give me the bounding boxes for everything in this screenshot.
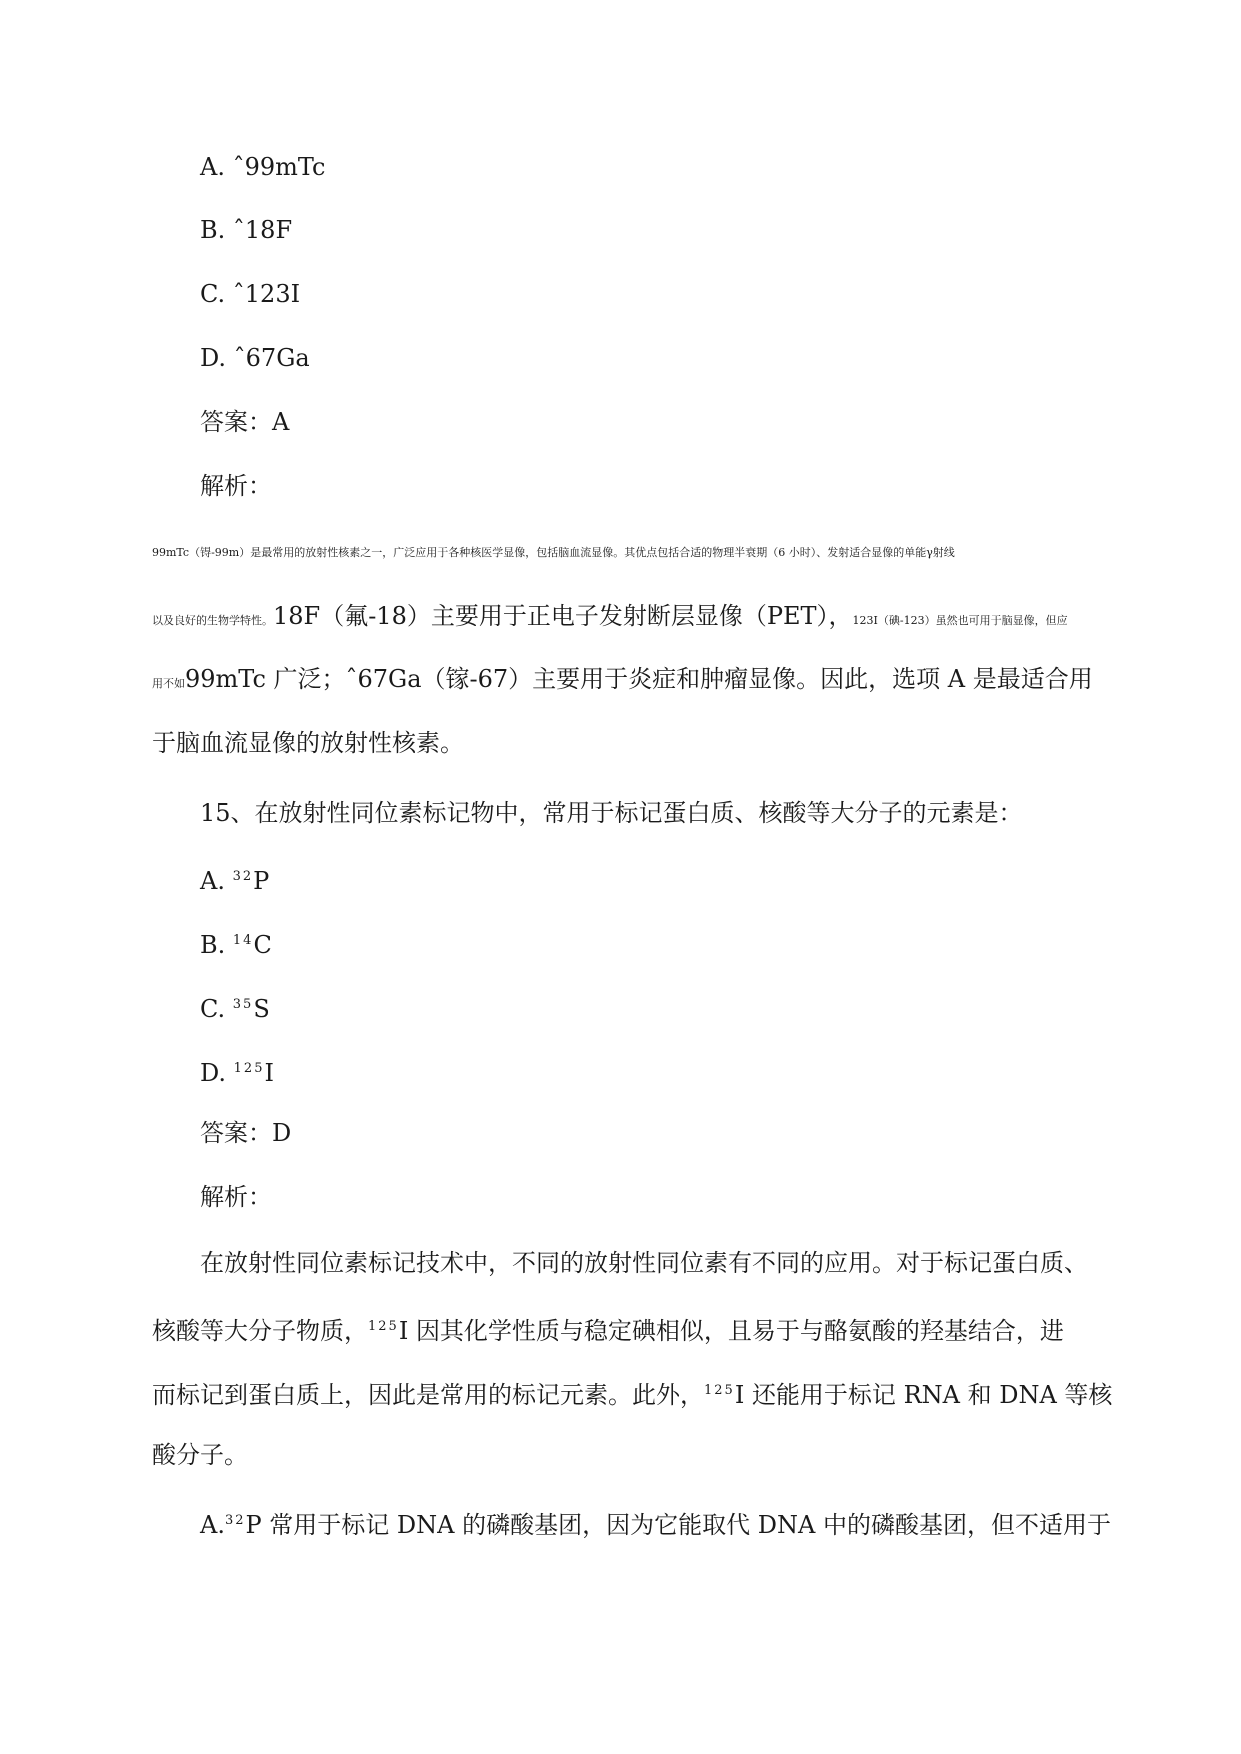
option-b-label: B. [200,216,226,244]
option-a-label: A. [200,153,225,181]
q15-option-b-label: B. [200,931,226,959]
analysis-q14-line2-c: 123I（碘-123）虽然也可用于脑显像，但应 [852,614,1068,627]
analysis-q15-p1-line3-b: I 还能用于标记 RNA 和 DNA 等核 [734,1381,1113,1409]
analysis-q14-line2 [152,601,1087,636]
analysis-q14-line3-a: 用不如 [152,677,185,690]
q15-option-a-mass: 32 [232,869,254,884]
analysis-q15-p1-line1: 在放射性同位素标记技术中，不同的放射性同位素有不同的应用。对于标记蛋白质、 [200,1249,1088,1277]
answer-q14: 答案：A [200,408,290,436]
q15-option-c [200,990,270,1024]
question-15: 15、在放射性同位素标记物中，常用于标记蛋白质、核酸等大分子的元素是： [200,799,1023,827]
analysis-q15-p1-line2-b: I 因其化学性质与稳定碘相似，且易于与酪氨酸的羟基结合，进 [398,1317,1064,1345]
analysis-q15-p1-line2-a: 核酸等大分子物质， [152,1317,368,1345]
q15-option-d-element: I [264,1059,274,1087]
q15-option-d-label: D. [200,1059,227,1087]
option-b [200,215,292,245]
option-d-text: ˆ67Ga [233,344,310,372]
analysis-q14-line4: 于脑血流显像的放射性核素。 [152,729,464,757]
option-b-text: ˆ18F [232,216,293,244]
analysis-q14-line1: 99mTc（锝-99m）是最常用的放射性核素之一，广泛应用于各种核医学显像，包括脑血流显像。其优点包括合适的物理半衰期（6 小时）、发射适合显像的单能γ射线 [152,546,955,559]
option-a-text: ˆ99mTc [232,153,326,181]
analysis-q14-line2-b: 18F（氟-18）主要用于正电子发射断层显像（PET）， [273,602,853,630]
analysis-q15-p1-line3-mass: 125 [704,1383,735,1398]
analysis-q15-p1-line2-mass: 125 [368,1319,399,1334]
analysis-q15-p2 [200,1506,1111,1540]
q15-option-b-mass: 14 [232,933,254,948]
analysis-q14-line2-a: 以及良好的生物学特性。 [152,614,273,627]
analysis-q15-p1-line3-a: 而标记到蛋白质上，因此是常用的标记元素。此外， [152,1381,704,1409]
analysis-label-q14: 解析： [200,472,272,500]
analysis-label-q15: 解析： [200,1183,272,1211]
option-c [200,279,300,309]
answer-q15: 答案：D [200,1119,292,1147]
option-a [200,152,326,182]
analysis-q15-p1-line3 [152,1376,1113,1410]
q15-option-c-label: C. [200,995,226,1023]
analysis-q15-p2-text: P 常用于标记 DNA 的磷酸基团，因为它能取代 DNA 中的磷酸基团，但不适用于 [245,1511,1111,1539]
option-c-text: ˆ123I [232,280,301,308]
q15-option-b [200,926,272,960]
q15-option-d [200,1054,274,1088]
option-c-label: C. [200,280,226,308]
analysis-q15-p2-mass: 32 [224,1513,246,1528]
analysis-q14-line3 [152,664,1093,699]
q15-option-d-mass: 125 [233,1061,265,1076]
analysis-q14-line3-b: 99mTc 广泛；ˆ67Ga（镓-67）主要用于炎症和肿瘤显像。因此，选项 A 是最适合用 [185,665,1093,693]
q15-option-a-label: A. [200,867,225,895]
q15-option-c-element: S [253,995,270,1023]
option-d [200,343,310,373]
analysis-q15-p2-label: A. [200,1511,225,1539]
option-d-label: D. [200,344,227,372]
analysis-q15-p1-line4: 酸分子。 [152,1441,248,1469]
q15-option-a-element: P [253,867,270,895]
q15-option-c-mass: 35 [232,997,254,1012]
q15-option-a [200,862,269,896]
q15-option-b-element: C [253,931,272,959]
analysis-q15-p1-line2 [152,1312,1087,1346]
